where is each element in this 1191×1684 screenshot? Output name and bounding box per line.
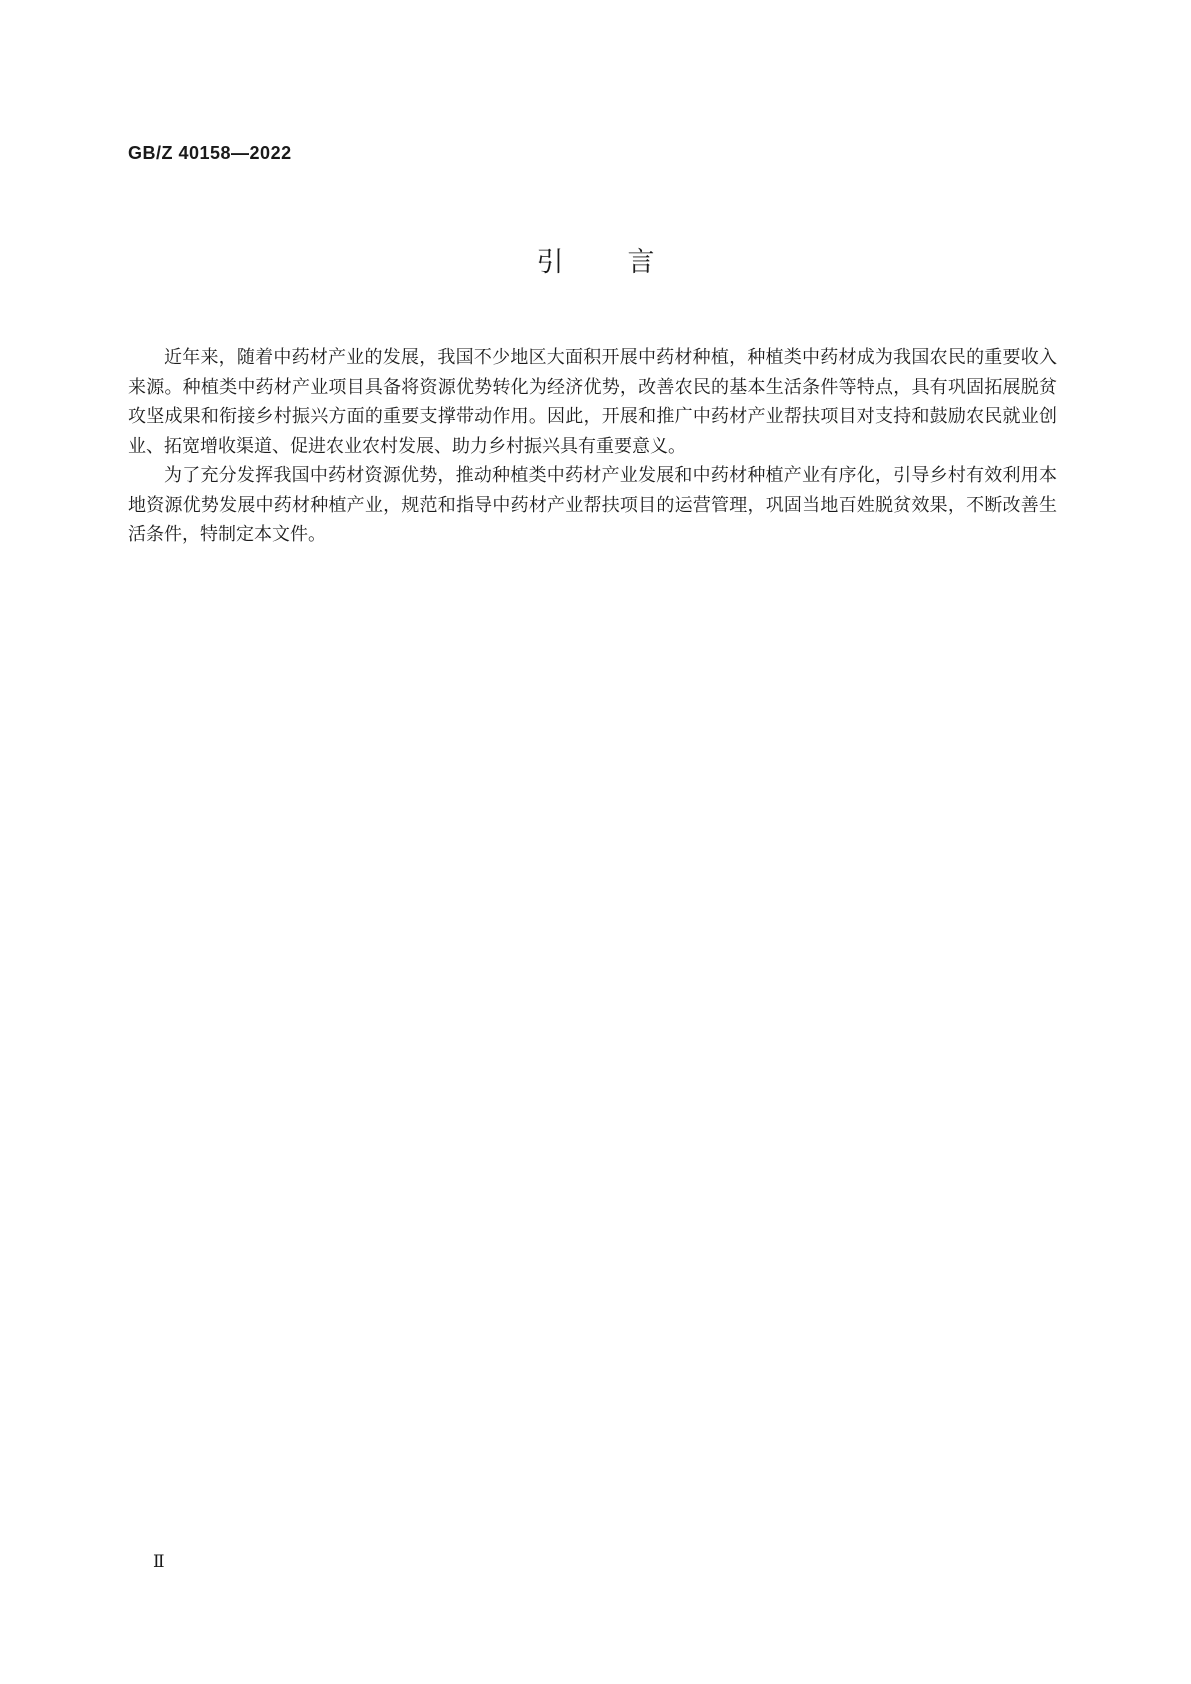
document-body (128, 343, 1057, 550)
page-number: Ⅱ (153, 1552, 165, 1572)
paragraph-background: 近年来，随着中药材产业的发展，我国不少地区大面积开展中药材种植，种植类中药材成为我国农民的重要收入来源。种植类中药材产业项目具备将资源优势转化为经济优势，改善农民的基本生活条件等特点，具有巩固拓展脱贫攻坚成果和衔接乡村振兴方面的重要支撑带动作用。因此，开展和推广中药材产业帮扶项目对支持和鼓励农民就业创业、拓宽增收渠道、促进农业农村发展、助力乡村振兴具有重要意义。 (128, 347, 1057, 457)
page-title: 引言 (536, 247, 719, 278)
paragraph-purpose: 为了充分发挥我国中药材资源优势，推动种植类中药材产业发展和中药材种植产业有序化，引导乡村有效利用本地资源优势发展中药材种植产业，规范和指导中药材产业帮扶项目的运营管理，巩固当地百姓脱贫效果，不断改善生活条件，特制定本文件。 (128, 465, 1057, 545)
standard-number-header: GB/Z 40158—2022 (128, 143, 292, 163)
